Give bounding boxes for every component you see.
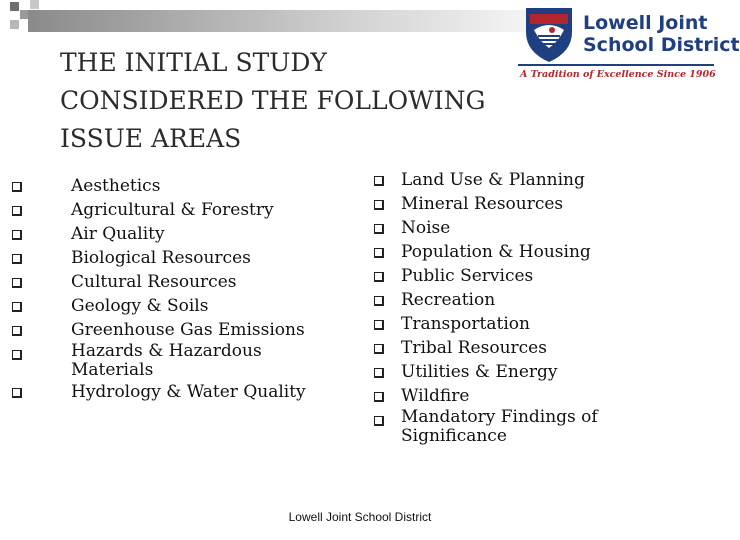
- checkbox-bullet-icon: [12, 388, 22, 398]
- slide-title: [60, 44, 530, 158]
- title-line: CONSIDERED THE FOLLOWING: [60, 86, 486, 115]
- list-item-label: Hazards & Hazardous Materials: [71, 341, 262, 380]
- list-item: [58, 222, 358, 246]
- checkbox-bullet-icon: [12, 182, 22, 192]
- list-item: [388, 192, 718, 216]
- list-item-label: Tribal Resources: [401, 338, 547, 358]
- list-item: [388, 168, 718, 192]
- list-item: [388, 240, 718, 264]
- decor-square: [10, 2, 19, 11]
- list-item-label: Hydrology & Water Quality: [71, 382, 306, 402]
- checkbox-bullet-icon: [374, 320, 384, 330]
- list-item: [58, 270, 358, 294]
- checkbox-bullet-icon: [374, 296, 384, 306]
- list-item-label: Utilities & Energy: [401, 362, 558, 382]
- logo-name: [583, 12, 740, 56]
- slide-footer: Lowell Joint School District: [288, 510, 432, 524]
- list-item: [58, 342, 286, 380]
- checkbox-bullet-icon: [12, 230, 22, 240]
- list-item-label: Public Services: [401, 266, 534, 286]
- list-item: [388, 336, 718, 360]
- list-item: [388, 360, 718, 384]
- list-item-label: Aesthetics: [71, 176, 161, 196]
- list-item: [58, 174, 358, 198]
- list-item-label: Cultural Resources: [71, 272, 237, 292]
- list-item-label: Recreation: [401, 290, 496, 310]
- logo-name-line2: School District: [583, 34, 740, 56]
- checkbox-bullet-icon: [374, 416, 384, 426]
- list-item: [388, 264, 718, 288]
- list-item: [58, 246, 358, 270]
- decor-square: [10, 20, 19, 29]
- checkbox-bullet-icon: [12, 326, 22, 336]
- list-item: [388, 384, 718, 408]
- list-item-label: Greenhouse Gas Emissions: [71, 320, 305, 340]
- checkbox-bullet-icon: [374, 344, 384, 354]
- list-item: [58, 294, 358, 318]
- list-item: [58, 198, 358, 222]
- list-item-label: Land Use & Planning: [401, 170, 585, 190]
- list-item-label: Geology & Soils: [71, 296, 209, 316]
- checkbox-bullet-icon: [374, 200, 384, 210]
- list-item: [388, 288, 718, 312]
- decor-square: [30, 0, 39, 9]
- title-line: ISSUE AREAS: [60, 124, 242, 153]
- list-item: [58, 318, 358, 342]
- list-item-label: Transportation: [401, 314, 530, 334]
- checkbox-bullet-icon: [374, 176, 384, 186]
- checkbox-bullet-icon: [374, 248, 384, 258]
- issue-list-right: [388, 168, 718, 446]
- list-item-label: Mineral Resources: [401, 194, 564, 214]
- checkbox-bullet-icon: [374, 368, 384, 378]
- list-item: [388, 408, 631, 446]
- list-item: [58, 380, 358, 404]
- list-item-label: Wildfire: [401, 386, 470, 406]
- logo-rule: [518, 64, 714, 66]
- logo-name-line1: Lowell Joint: [583, 12, 708, 34]
- checkbox-bullet-icon: [12, 206, 22, 216]
- list-item: [388, 216, 718, 240]
- checkbox-bullet-icon: [12, 302, 22, 312]
- list-item: [388, 312, 718, 336]
- list-item-label: Air Quality: [71, 224, 165, 244]
- district-logo: [512, 0, 740, 90]
- list-item-label: Noise: [401, 218, 451, 238]
- checkbox-bullet-icon: [374, 392, 384, 402]
- checkbox-bullet-icon: [374, 224, 384, 234]
- logo-tagline: A Tradition of Excellence Since 1906: [520, 69, 716, 80]
- checkbox-bullet-icon: [12, 254, 22, 264]
- checkbox-bullet-icon: [12, 278, 22, 288]
- issue-list-left: [58, 174, 358, 404]
- list-item-label: Population & Housing: [401, 242, 591, 262]
- title-line: THE INITIAL STUDY: [60, 48, 327, 77]
- list-item-label: Mandatory Findings of Significance: [401, 407, 598, 446]
- list-item-label: Agricultural & Forestry: [71, 200, 274, 220]
- checkbox-bullet-icon: [12, 350, 22, 360]
- list-item-label: Biological Resources: [71, 248, 251, 268]
- checkbox-bullet-icon: [374, 272, 384, 282]
